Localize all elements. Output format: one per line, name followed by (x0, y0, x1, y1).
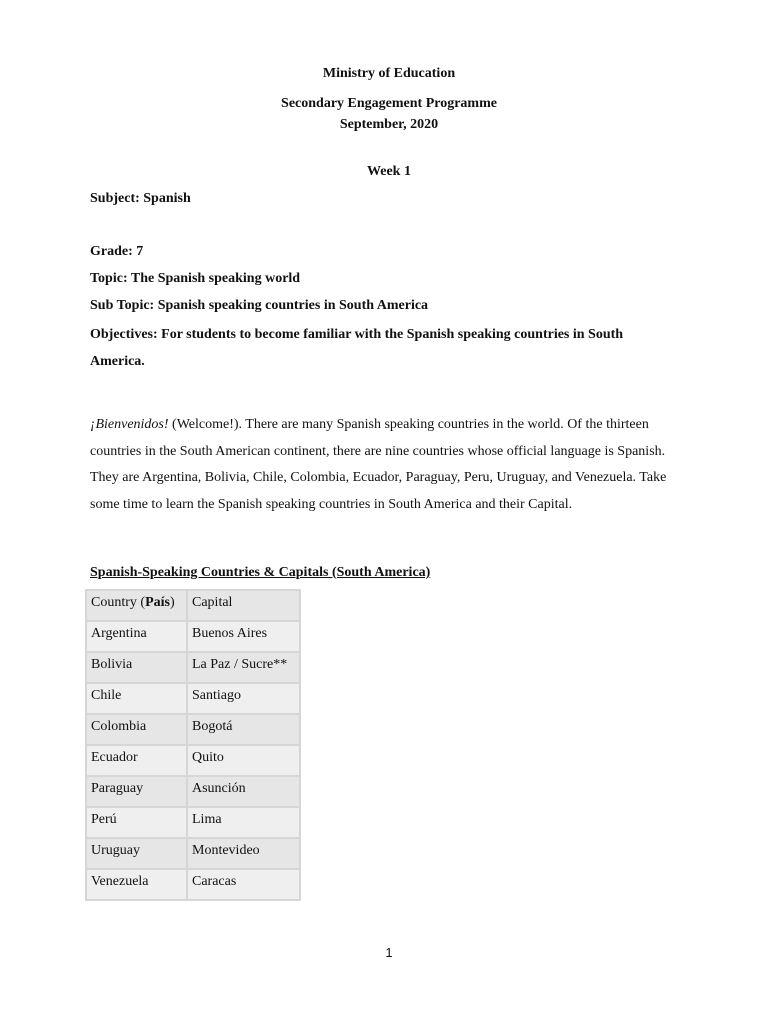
capital-cell: La Paz / Sucre** (187, 652, 300, 683)
country-cell: Chile (86, 683, 187, 714)
country-header-suffix: ) (169, 595, 175, 610)
table-row (86, 838, 300, 869)
country-cell: Uruguay (86, 838, 187, 869)
capital-cell: Asunción (187, 776, 300, 807)
country-cell: Argentina (86, 621, 187, 652)
table-title: Spanish-Speaking Countries & Capitals (South America) (90, 565, 431, 580)
table-row (86, 621, 300, 652)
week-heading: Week 1 (367, 164, 411, 179)
table-row (86, 714, 300, 745)
capital-cell: Bogotá (187, 714, 300, 745)
country-column-header (86, 590, 187, 621)
country-cell: Paraguay (86, 776, 187, 807)
capital-cell: Santiago (187, 683, 300, 714)
table-row (86, 683, 300, 714)
table-row (86, 776, 300, 807)
ministry-heading: Ministry of Education (322, 66, 456, 81)
sub-topic-line: Sub Topic: Spanish speaking countries in South America (90, 298, 429, 313)
capital-cell: Lima (187, 807, 300, 838)
page-number: 1 (385, 945, 393, 960)
welcome-word: ¡Bienvenidos! (90, 417, 169, 432)
intro-text: (Welcome!). There are many Spanish speaking countries in the world. Of the thirteen countries in the South American continent, there are nine countries whose official language is Spanish. They are Argentina, Bolivia, Chile, Colombia, Ecuador, Paraguay, Peru, Uruguay, and Venezuela. Take some time to learn the Spanish speaking countries in South America and their Capital. (90, 417, 667, 512)
country-header-prefix: Country ( (91, 595, 146, 610)
table-row (86, 745, 300, 776)
country-cell: Ecuador (86, 745, 187, 776)
capital-cell: Caracas (187, 869, 300, 900)
country-cell: Perú (86, 807, 187, 838)
capital-column-header: Capital (187, 590, 300, 621)
country-cell: Colombia (86, 714, 187, 745)
intro-paragraph (90, 412, 682, 518)
countries-capitals-table (85, 589, 301, 901)
date-heading: September, 2020 (339, 117, 439, 132)
country-cell: Venezuela (86, 869, 187, 900)
table-row (86, 807, 300, 838)
topic-line: Topic: The Spanish speaking world (90, 271, 301, 286)
table-row (86, 652, 300, 683)
capital-cell: Quito (187, 745, 300, 776)
country-header-bold: País (145, 595, 170, 610)
table-row (86, 869, 300, 900)
capital-cell: Montevideo (187, 838, 300, 869)
capital-cell: Buenos Aires (187, 621, 300, 652)
country-cell: Bolivia (86, 652, 187, 683)
subject-line: Subject: Spanish (90, 191, 191, 206)
table-header-row (86, 590, 300, 621)
objectives-paragraph: Objectives: For students to become familiar with the Spanish speaking countries in South America. (90, 327, 624, 369)
programme-heading: Secondary Engagement Programme (281, 96, 497, 111)
grade-line: Grade: 7 (90, 244, 144, 259)
